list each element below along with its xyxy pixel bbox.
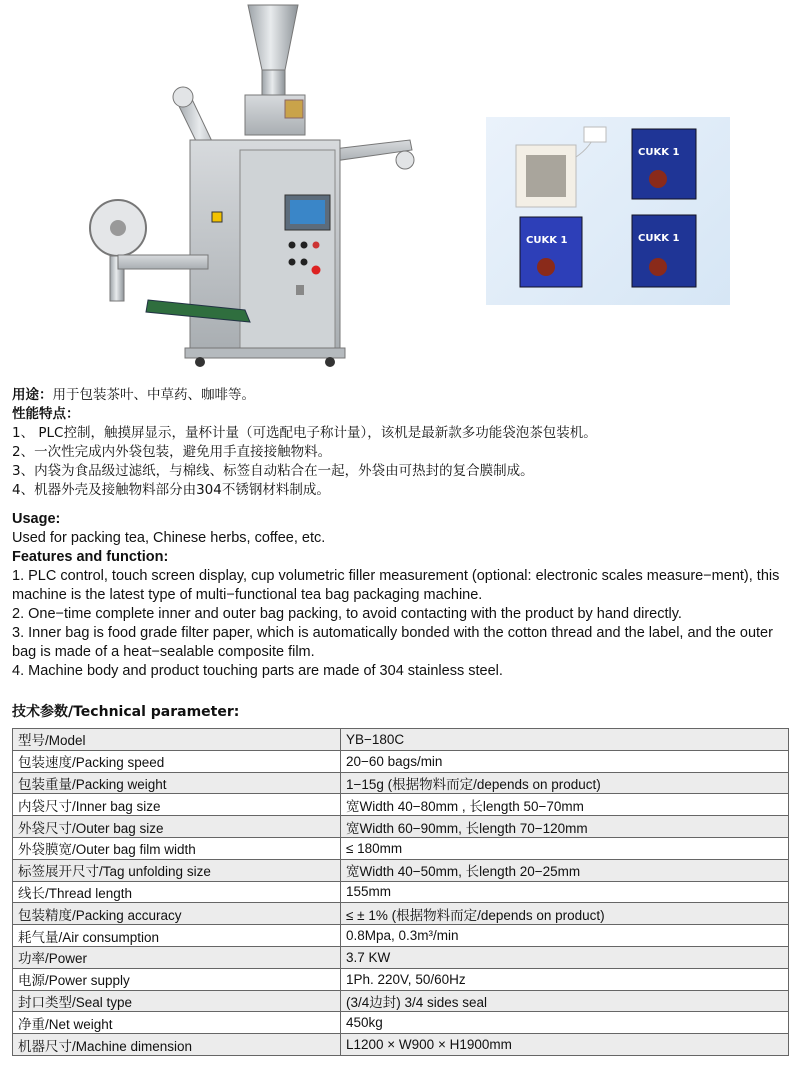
param-name: 功率/Power <box>13 946 341 968</box>
cn-features-label: 性能特点： <box>12 406 80 422</box>
table-row <box>13 925 789 947</box>
param-name: 电源/Power supply <box>13 968 341 990</box>
table-row <box>13 729 789 751</box>
machine-image <box>80 0 430 370</box>
param-name: 包装速度/Packing speed <box>13 750 341 772</box>
cn-feature-3: 3、内袋为食品级过滤纸，与棉线、标签自动粘合在一起，外袋由可热封的复合膜制成。 <box>12 463 534 479</box>
en-feature-2: 2. One−time complete inner and outer bag packing, to avoid contacting with the product by hand directly. <box>12 606 682 622</box>
param-value: (3/4边封) 3/4 sides seal <box>341 990 789 1012</box>
param-value: 3.7 KW <box>341 946 789 968</box>
param-value: YB−180C <box>341 729 789 751</box>
en-usage-text: Used for packing tea, Chinese herbs, coffee, etc. <box>12 530 326 546</box>
param-name: 线长/Thread length <box>13 881 341 903</box>
param-name: 耗气量/Air consumption <box>13 925 341 947</box>
cn-usage-text: 用于包装茶叶、中草药、咖啡等。 <box>52 387 255 403</box>
en-feature-1: 1. PLC control, touch screen display, cup volumetric filler measurement (optional: electronic scales measure−ment), this machine is the latest type of multi−functional tea bag packaging machine. <box>12 568 780 603</box>
param-name: 外袋膜宽/Outer bag film width <box>13 837 341 859</box>
param-value: 宽Width 40−80mm , 长length 50−70mm <box>341 794 789 816</box>
table-row <box>13 837 789 859</box>
param-value: 20−60 bags/min <box>341 750 789 772</box>
bag-label-3: CUKK 1 <box>638 233 680 244</box>
table-row <box>13 750 789 772</box>
param-value: ≤ 180mm <box>341 837 789 859</box>
cn-feature-2: 2、一次性完成内外袋包装，避免用手直接接触物料。 <box>12 444 332 460</box>
en-usage-label: Usage: <box>12 511 61 527</box>
param-name: 包装精度/Packing accuracy <box>13 903 341 925</box>
param-name: 外袋尺寸/Outer bag size <box>13 816 341 838</box>
param-value: 0.8Mpa, 0.3m³/min <box>341 925 789 947</box>
table-row <box>13 859 789 881</box>
cn-usage <box>12 386 255 405</box>
cn-feature-1: 1、 PLC控制，触摸屏显示，量杯计量（可选配电子称计量），该机是最新款多功能袋泡茶包装机。 <box>12 425 597 441</box>
cn-usage-label: 用途： <box>12 387 53 403</box>
param-value: L1200 × W900 × H1900mm <box>341 1034 789 1056</box>
en-feature-4: 4. Machine body and product touching parts are made of 304 stainless steel. <box>12 663 503 679</box>
param-name: 包装重量/Packing weight <box>13 772 341 794</box>
table-row <box>13 1012 789 1034</box>
param-name: 封口类型/Seal type <box>13 990 341 1012</box>
table-row <box>13 794 789 816</box>
param-value: 1Ph. 220V, 50/60Hz <box>341 968 789 990</box>
param-name: 内袋尺寸/Inner bag size <box>13 794 341 816</box>
param-value: 宽Width 40−50mm, 长length 20−25mm <box>341 859 789 881</box>
param-value: 宽Width 60−90mm, 长length 70−120mm <box>341 816 789 838</box>
param-value: ≤ ± 1% (根据物料而定/depends on product) <box>341 903 789 925</box>
tech-title: 技术参数/Technical parameter: <box>12 704 240 720</box>
param-name: 机器尺寸/Machine dimension <box>13 1034 341 1056</box>
product-photo <box>486 117 730 305</box>
table-row <box>13 881 789 903</box>
en-features-label: Features and function: <box>12 549 169 565</box>
param-name: 标签展开尺寸/Tag unfolding size <box>13 859 341 881</box>
table-row <box>13 968 789 990</box>
param-name: 净重/Net weight <box>13 1012 341 1034</box>
table-row <box>13 946 789 968</box>
param-value: 450kg <box>341 1012 789 1034</box>
param-value: 155mm <box>341 881 789 903</box>
bag-label-1: CUKK 1 <box>638 147 680 158</box>
param-table <box>12 728 789 1056</box>
bag-label-2: CUKK 1 <box>526 235 568 246</box>
table-row <box>13 1034 789 1056</box>
en-feature-3: 3. Inner bag is food grade filter paper, which is automatically bonded with the cotton thread and the label, and the outer bag is made of a heat−sealable composite film. <box>12 625 773 660</box>
cn-feature-4: 4、机器外壳及接触物料部分由304不锈钢材料制成。 <box>12 482 330 498</box>
table-row <box>13 903 789 925</box>
table-row <box>13 816 789 838</box>
param-name: 型号/Model <box>13 729 341 751</box>
table-row <box>13 990 789 1012</box>
param-value: 1−15g (根据物料而定/depends on product) <box>341 772 789 794</box>
en-section <box>12 510 790 681</box>
table-row <box>13 772 789 794</box>
